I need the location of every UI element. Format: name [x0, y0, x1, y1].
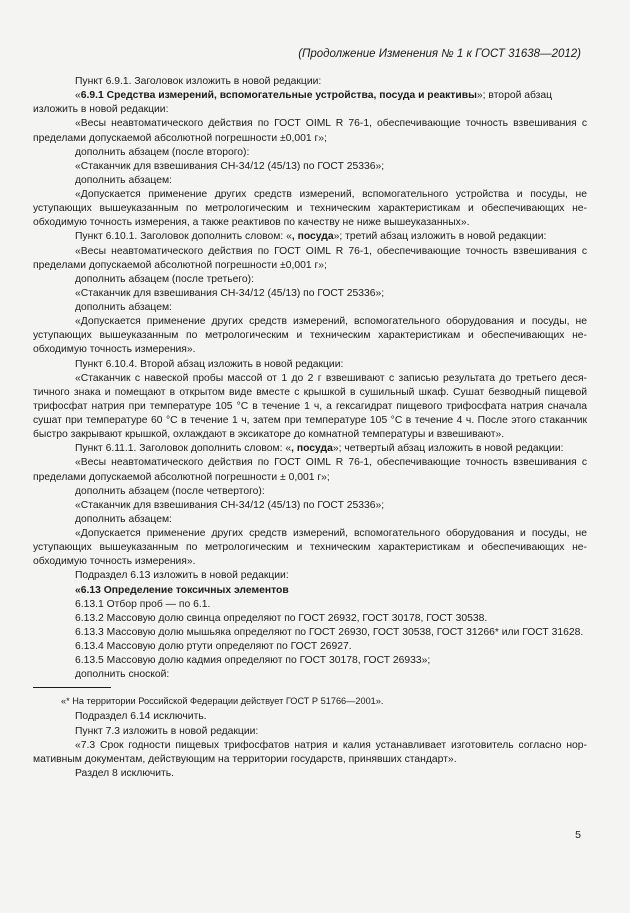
paragraph: «Допускается применение других средств измерений, вспомогательного оборудования и посуды, не уступающих вышеуказанным по метрологическим и техническим характеристикам и обеспечивающих не-обходимую точность измерения». [33, 316, 587, 356]
paragraph: «Весы неавтоматического действия по ГОСТ OIML R 76-1, обеспечивающие точность взвешивания с пределами допускаемой абсолютной погрешности ±0,001 г»; [33, 118, 587, 144]
footnote-divider [33, 687, 111, 688]
page-number: 5 [575, 829, 581, 841]
paragraph: Подраздел 6.13 изложить в новой редакции: [75, 570, 289, 582]
paragraph: 6.13.3 Массовую долю мышьяка определяют по ГОСТ 26930, ГОСТ 30538, ГОСТ 31266* или ГОСТ 31628. [75, 626, 584, 638]
paragraph: дополнить абзацем: [75, 302, 172, 313]
paragraph: «Стаканчик с навеской пробы массой от 1 до 2 г взвешивают с записью результата до третьего деся-тичного знака и помещают в открытом виде вместе с крышкой в сушильный шкаф. Сушат безводный пищевой трифосфат натрия при температуре 105 °С в течение 1 ч, а гексагидрат пищевого трифосфата натрия сначала сушат при температуре 60 °С в течение 1 ч, затем при температуре 105 °С в течение 4 ч. После этого стаканчик быстро закрывают крышкой, охлаждают в эксикаторе до комнатной температуры и взвешивают». [33, 372, 587, 441]
paragraph [33, 584, 587, 598]
paragraph: 6.13.1 Отбор проб — по 6.1. [75, 598, 211, 610]
paragraph: Пункт 6.10.4. Второй абзац изложить в новой редакции: [75, 358, 344, 370]
paragraph: «6.9.1 Средства измерений, вспомогательные устройства, посуда и реактивы»; второй абзац изложить в новой редакции: [33, 90, 553, 116]
paragraph: дополнить абзацем (после второго): [75, 146, 250, 158]
document-body [33, 75, 587, 781]
paragraph: «Стаканчик для взвешивания СН-34/12 (45/13) по ГОСТ 25336»; [75, 160, 385, 172]
paragraph: «Допускается применение других средств измерений, вспомогательного устройства и посуды, не уступающих вышеуказанным по метрологическим и техническим характеристикам и обеспечивающих не-обходимую точность измерения, а также реактивов по качеству не ниже вышеуказанных». [33, 189, 587, 229]
paragraph: Пункт 6.9.1. Заголовок изложить в новой редакции: [75, 76, 322, 87]
paragraph: «7.3 Срок годности пищевых трифосфатов натрия и калия устанавливает изготовитель согласно нор-мативным документам, действующим на территории государств, принявших стандарт». [33, 739, 587, 765]
paragraph: 6.13.5 Массовую долю кадмия определяют по ГОСТ 30178, ГОСТ 26933»; [75, 655, 431, 667]
paragraph: Пункт 6.11.1. Заголовок дополнить словом: «, посуда»; четвертый абзац изложить в новой редакции: [75, 443, 564, 455]
paragraph: «Весы неавтоматического действия по ГОСТ OIML R 76-1, обеспечивающие точность взвешивания с пределами допускаемой абсолютной погрешности ±0,001 г»; [33, 245, 587, 271]
paragraph: Подраздел 6.14 исключить. [75, 711, 207, 723]
paragraph: дополнить абзацем (после третьего): [75, 273, 254, 285]
paragraph: «Стаканчик для взвешивания СН-34/12 (45/13) по ГОСТ 25336»; [75, 287, 385, 299]
bold-heading: 6.9.1 Средства измерений, вспомогательные устройства, посуда и реактивы [80, 90, 477, 102]
paragraph: дополнить сноской: [75, 669, 170, 681]
paragraph: 6.13.2 Массовую долю свинца определяют по ГОСТ 26932, ГОСТ 30178, ГОСТ 30538. [75, 612, 488, 624]
paragraph: «Весы неавтоматического действия по ГОСТ OIML R 76-1, обеспечивающие точность взвешивания с пределами допускаемой абсолютной погрешности ± 0,001 г»; [33, 457, 587, 483]
paragraph: дополнить абзацем: [75, 513, 172, 525]
bold-heading: «6.13 Определение токсичных элементов [75, 584, 289, 596]
paragraph: дополнить абзацем: [75, 174, 172, 186]
footnote: «* На территории Российской Федерации действует ГОСТ Р 51766—2001». [61, 696, 384, 707]
paragraph: «Допускается применение других средств измерений, вспомогательного оборудования и посуды, не уступающих вышеуказанным по метрологическим и техническим характеристикам и обеспечивающих не-обходимую точность измерения». [33, 528, 587, 568]
paragraph: Пункт 6.10.1. Заголовок дополнить словом: «, посуда»; третий абзац изложить в новой редакции: [75, 231, 547, 243]
paragraph: Раздел 8 исключить. [75, 767, 175, 779]
paragraph: дополнить абзацем (после четвертого): [75, 485, 265, 497]
paragraph: Пункт 7.3 изложить в новой редакции: [75, 725, 259, 737]
paragraph: 6.13.4 Массовую долю ртути определяют по ГОСТ 26927. [75, 641, 352, 652]
paragraph: «Стаканчик для взвешивания СН-34/12 (45/13) по ГОСТ 25336»; [75, 499, 385, 511]
running-header: (Продолжение Изменения № 1 к ГОСТ 31638—2012) [298, 48, 581, 60]
